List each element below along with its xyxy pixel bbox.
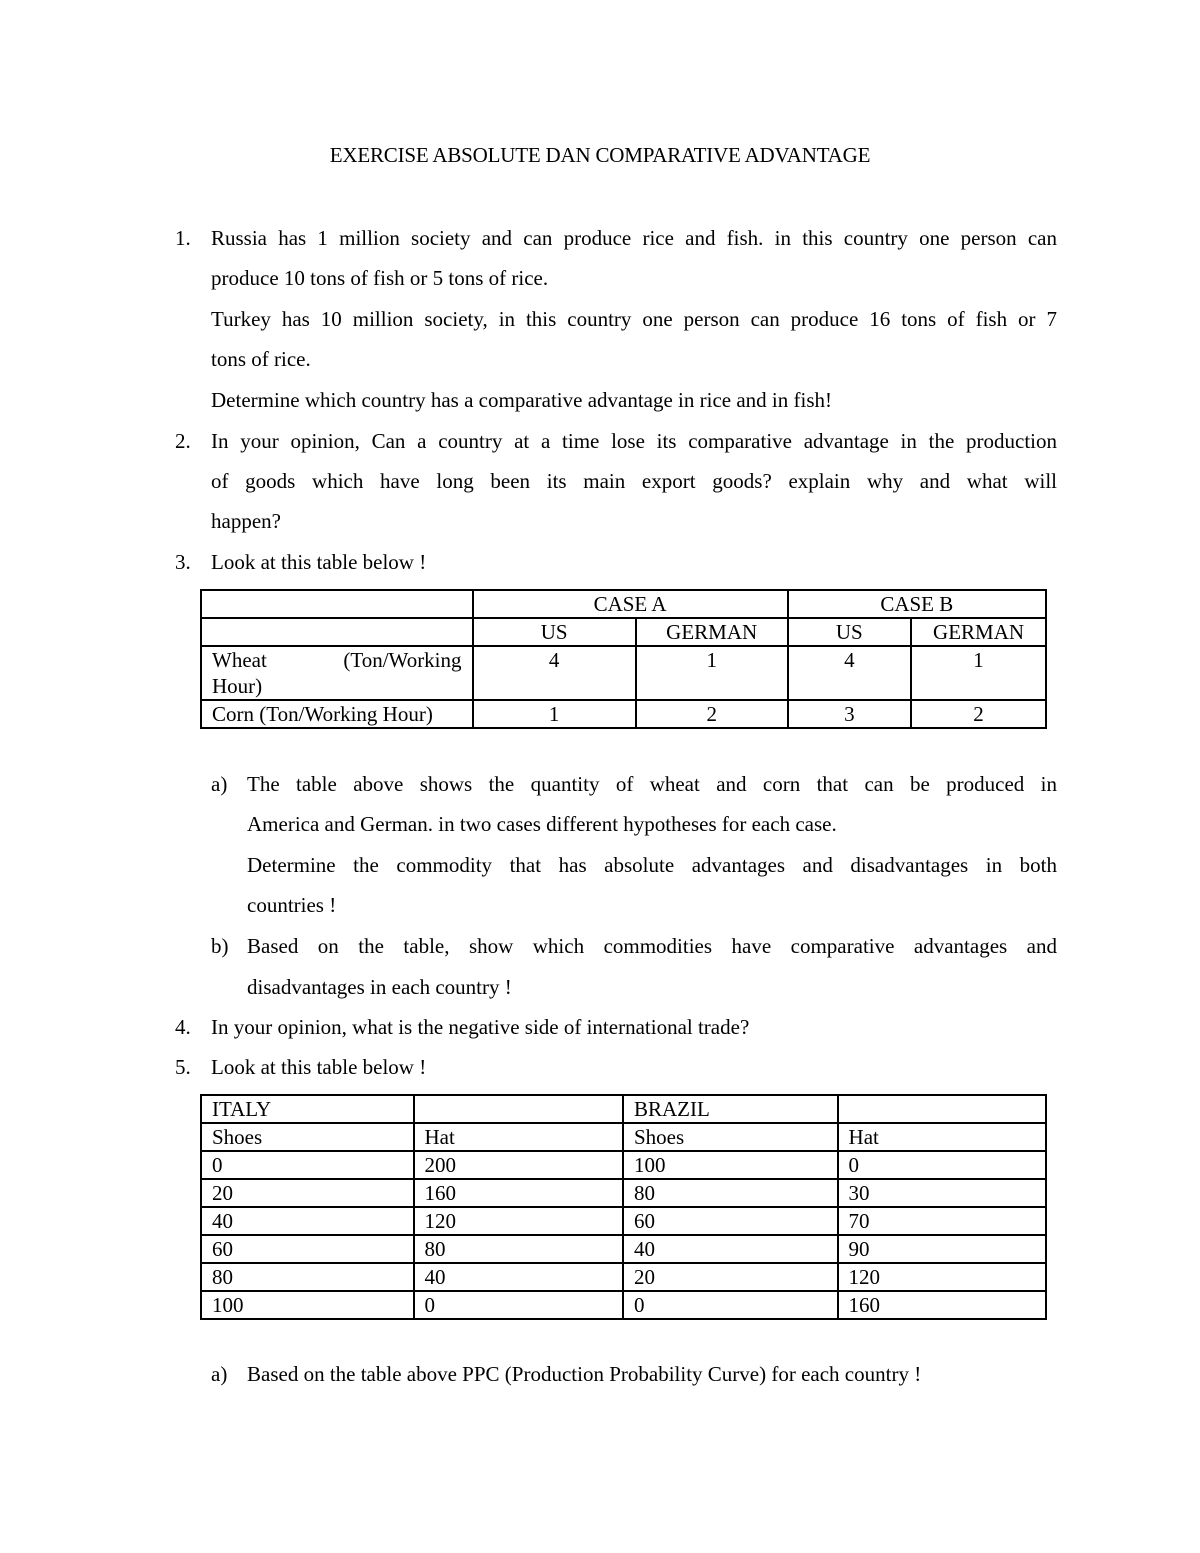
- table-row: [201, 1095, 1046, 1123]
- case-a-german-header: GERMAN: [636, 618, 788, 646]
- q5-line-1: Look at this table below !: [211, 1055, 427, 1079]
- table-row: [201, 1151, 1046, 1179]
- table-cell: 100: [623, 1151, 838, 1179]
- table-cell: [201, 618, 473, 646]
- q4-line-1: In your opinion, what is the negative side of international trade?: [211, 1015, 750, 1039]
- q1-line-5: Determine which country has a comparative advantage in rice and in fish!: [211, 388, 833, 412]
- brazil-shoes-header: Shoes: [623, 1123, 838, 1151]
- wheat-case-a-german: 1: [636, 646, 788, 700]
- q1-line-3: Turkey has 10 million society, in this country one person can produce 16 tons of fish or 7: [211, 307, 1057, 331]
- q5a-label: a): [211, 1362, 228, 1386]
- table-cell: 200: [414, 1151, 623, 1179]
- q3a-line-4: countries !: [247, 893, 337, 917]
- table-cell: 160: [414, 1179, 623, 1207]
- brazil-hat-header: Hat: [838, 1123, 1046, 1151]
- table-cell: 0: [838, 1151, 1046, 1179]
- corn-case-b-us: 3: [788, 700, 912, 728]
- q3-line-1: Look at this table below !: [211, 550, 427, 574]
- table-row: [201, 1291, 1046, 1319]
- q5a-line-1: Based on the table above PPC (Production Probability Curve) for each country !: [247, 1362, 922, 1386]
- italy-hat-header: Hat: [414, 1123, 623, 1151]
- q5-number: 5.: [175, 1055, 191, 1079]
- corn-case-a-german: 2: [636, 700, 788, 728]
- corn-case-a-us: 1: [473, 700, 636, 728]
- table-cell: 60: [201, 1235, 414, 1263]
- q3a-label: a): [211, 772, 228, 796]
- case-b-us-header: US: [788, 618, 912, 646]
- table-row: [201, 590, 1046, 618]
- q3b-line-2: disadvantages in each country !: [247, 975, 512, 999]
- table-row: [201, 646, 1046, 700]
- table-cell: [838, 1095, 1046, 1123]
- table-cell: 0: [623, 1291, 838, 1319]
- wheat-case-b-us: 4: [788, 646, 912, 700]
- table-cell: 0: [201, 1151, 414, 1179]
- wheat-label-unit: (Ton/Working: [343, 648, 462, 672]
- brazil-header: BRAZIL: [623, 1095, 838, 1123]
- table-cell: 120: [414, 1207, 623, 1235]
- table-cell: 80: [201, 1263, 414, 1291]
- q3a-line-2: America and German. in two cases different hypotheses for each case.: [247, 812, 837, 836]
- q3a-line-3: Determine the commodity that has absolute advantages and disadvantages in both: [247, 853, 1057, 877]
- page-title: EXERCISE ABSOLUTE DAN COMPARATIVE ADVANTAGE: [329, 143, 871, 167]
- q3b-label: b): [211, 934, 229, 958]
- table-cell: 80: [623, 1179, 838, 1207]
- wheat-label-hour: Hour): [212, 674, 263, 698]
- q2-line-2: of goods which have long been its main export goods? explain why and what will: [211, 469, 1057, 493]
- q2-line-1: In your opinion, Can a country at a time lose its comparative advantage in the production: [211, 429, 1057, 453]
- table-cell: 90: [838, 1235, 1046, 1263]
- table-cell: 40: [201, 1207, 414, 1235]
- table-cell: 80: [414, 1235, 623, 1263]
- case-a-us-header: US: [473, 618, 636, 646]
- table-cell: 20: [623, 1263, 838, 1291]
- corn-label: Corn (Ton/Working Hour): [201, 700, 473, 728]
- table-cell: 160: [838, 1291, 1046, 1319]
- q2-number: 2.: [175, 429, 191, 453]
- table-cell: 20: [201, 1179, 414, 1207]
- shoes-hat-table: [200, 1094, 1047, 1320]
- table-cell: [201, 590, 473, 618]
- table-cell: 100: [201, 1291, 414, 1319]
- corn-case-b-german: 2: [911, 700, 1046, 728]
- table-row: [201, 1123, 1046, 1151]
- case-a-header: CASE A: [473, 590, 788, 618]
- table-row: [201, 700, 1046, 728]
- italy-header: ITALY: [201, 1095, 414, 1123]
- q1-line-2: produce 10 tons of fish or 5 tons of rice.: [211, 266, 549, 290]
- table-cell: 0: [414, 1291, 623, 1319]
- q1-number: 1.: [175, 226, 191, 250]
- table-cell: 40: [623, 1235, 838, 1263]
- wheat-label: [201, 646, 473, 700]
- table-row: [201, 618, 1046, 646]
- q1-line-4: tons of rice.: [211, 347, 311, 371]
- table-row: [201, 1207, 1046, 1235]
- table-cell: 60: [623, 1207, 838, 1235]
- q1-line-1: Russia has 1 million society and can produce rice and fish. in this country one person can: [211, 226, 1057, 250]
- q2-line-3: happen?: [211, 509, 281, 533]
- q3-number: 3.: [175, 550, 191, 574]
- q3b-line-1: Based on the table, show which commodities have comparative advantages and: [247, 934, 1057, 958]
- wheat-case-b-german: 1: [911, 646, 1046, 700]
- case-b-german-header: GERMAN: [911, 618, 1046, 646]
- table-cell: 70: [838, 1207, 1046, 1235]
- table-cell: [414, 1095, 623, 1123]
- table-row: [201, 1235, 1046, 1263]
- table-cell: 30: [838, 1179, 1046, 1207]
- table-row: [201, 1179, 1046, 1207]
- wheat-corn-table: [200, 589, 1047, 729]
- italy-shoes-header: Shoes: [201, 1123, 414, 1151]
- case-b-header: CASE B: [788, 590, 1046, 618]
- table-row: [201, 1263, 1046, 1291]
- table-cell: 120: [838, 1263, 1046, 1291]
- q3a-line-1: The table above shows the quantity of wheat and corn that can be produced in: [247, 772, 1057, 796]
- wheat-label-word: Wheat: [212, 648, 267, 672]
- wheat-case-a-us: 4: [473, 646, 636, 700]
- q4-number: 4.: [175, 1015, 191, 1039]
- table-cell: 40: [414, 1263, 623, 1291]
